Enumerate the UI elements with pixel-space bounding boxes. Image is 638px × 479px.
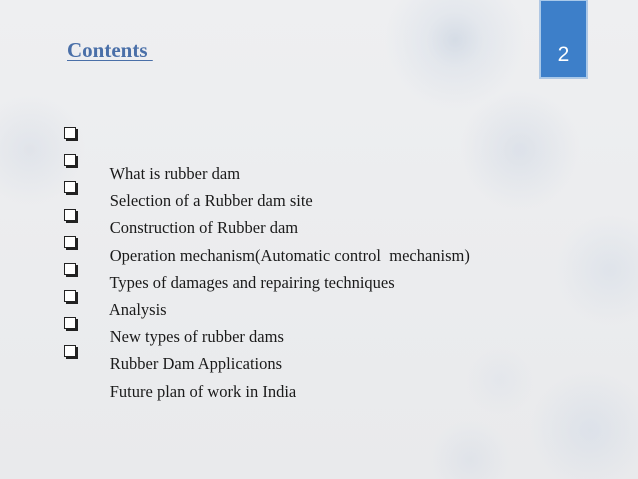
list-item-label: Types of damages and repairing techniques: [109, 272, 395, 292]
square-bullet-icon: [64, 263, 76, 275]
contents-list: [64, 124, 470, 401]
square-bullet-icon: [64, 209, 76, 221]
list-item-label: Operation mechanism(Automatic control mechanism): [109, 245, 470, 265]
list-item-label: Rubber Dam Applications: [109, 354, 283, 374]
page-number: 2: [557, 43, 570, 66]
list-item: [64, 342, 470, 401]
list-item: [64, 178, 470, 238]
page-number-badge: [540, 0, 587, 78]
slide-title: Contents: [67, 38, 153, 62]
list-item: [64, 260, 470, 319]
square-bullet-icon: [64, 236, 76, 248]
list-item: [64, 233, 470, 292]
square-bullet-icon: [64, 317, 76, 329]
square-bullet-icon: [64, 290, 76, 302]
list-item: [64, 206, 470, 265]
list-item: [64, 287, 470, 347]
list-item-label: Analysis: [108, 299, 167, 319]
square-bullet-icon: [64, 154, 76, 166]
list-item-label: Selection of a Rubber dam site: [109, 191, 313, 211]
square-bullet-icon: [64, 345, 76, 357]
list-item: [64, 124, 470, 183]
list-item: [64, 151, 470, 211]
list-item-label: Future plan of work in India: [109, 381, 297, 401]
list-item-label: New types of rubber dams: [109, 327, 284, 347]
square-bullet-icon: [64, 127, 76, 139]
square-bullet-icon: [64, 181, 76, 193]
list-item-label: What is rubber dam: [109, 164, 241, 183]
list-item: [64, 314, 470, 374]
list-item-label: Construction of Rubber dam: [109, 218, 299, 238]
